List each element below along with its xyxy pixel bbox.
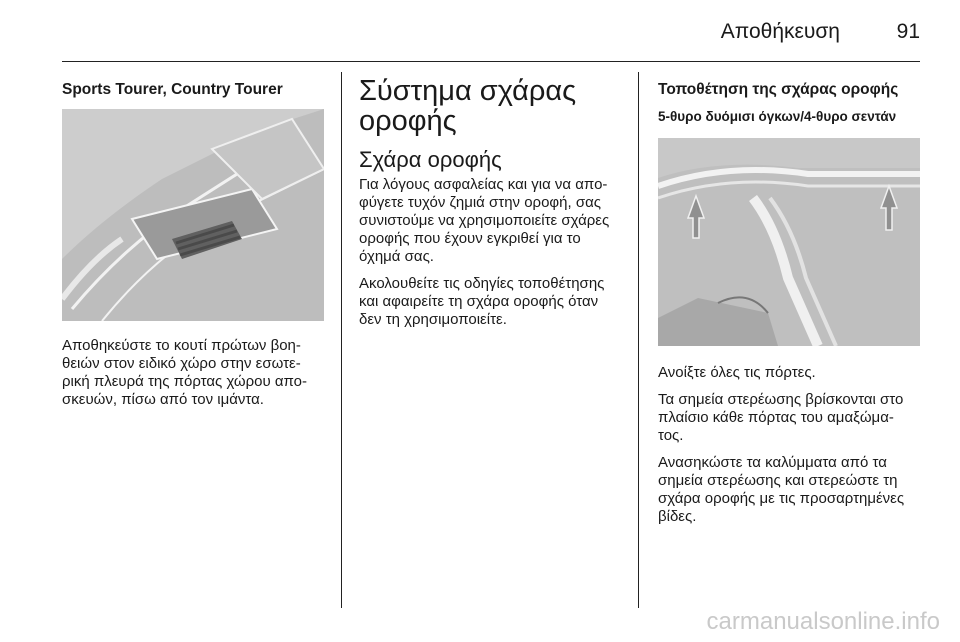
section-subtitle: Σχάρα οροφής — [359, 147, 502, 172]
paragraph: Τα σημεία στερέωσης βρίσκονται στο πλαίσιο κάθε πόρτας του αμαξώμα- τος. — [658, 391, 904, 444]
section-title: Σύστημα σχάρας οροφής — [359, 75, 577, 137]
header-rule — [62, 61, 920, 62]
paragraph: Ακολουθείτε τις οδηγίες τοποθέτησης και αφαιρείτε τη σχάρα οροφής όταν δεν τη χρησιμοποιείτε. — [359, 275, 605, 328]
left-column — [62, 80, 330, 418]
paragraph: Ανοίξτε όλες τις πόρτες. — [658, 364, 816, 381]
section-subtitle: 5-θυρο δυόμισι όγκων/4-θυρο σεντάν — [658, 109, 897, 124]
page-number: 91 — [896, 20, 920, 43]
first-aid-storage-illustration — [62, 109, 324, 321]
column-divider — [341, 72, 342, 608]
section-title: Τοποθέτηση της σχάρας οροφής — [658, 81, 899, 98]
section-subheading: Sports Tourer, Country Tourer — [62, 81, 283, 98]
paragraph: Για λόγους ασφαλείας και για να απο- φύγετε τυχόν ζημιά στην οροφή, σας συνιστούμε να χρησιμοποιείτε σχάρες οροφής που έχουν εγκριθεί για το όχημά σας. — [359, 176, 610, 265]
right-column — [658, 80, 920, 535]
roof-rack-mount-illustration — [658, 138, 920, 346]
storage-instruction-text: Αποθηκεύστε το κουτί πρώτων βοη- θειών στον ειδικό χώρο στην εσωτε- ρική πλευρά της πόρτας χώρου απο- σκευών, πίσω από τον ιμάντα. — [62, 337, 308, 408]
paragraph: Ανασηκώστε τα καλύμματα από τα σημεία στερέωσης και στερεώστε τη σχάρα οροφής με τις προσαρτημένες βίδες. — [658, 454, 905, 525]
page-header-title: Αποθήκευση — [720, 20, 840, 43]
middle-column — [359, 76, 623, 338]
column-divider — [638, 72, 639, 608]
watermark: carmanualsonline.info — [706, 608, 940, 635]
